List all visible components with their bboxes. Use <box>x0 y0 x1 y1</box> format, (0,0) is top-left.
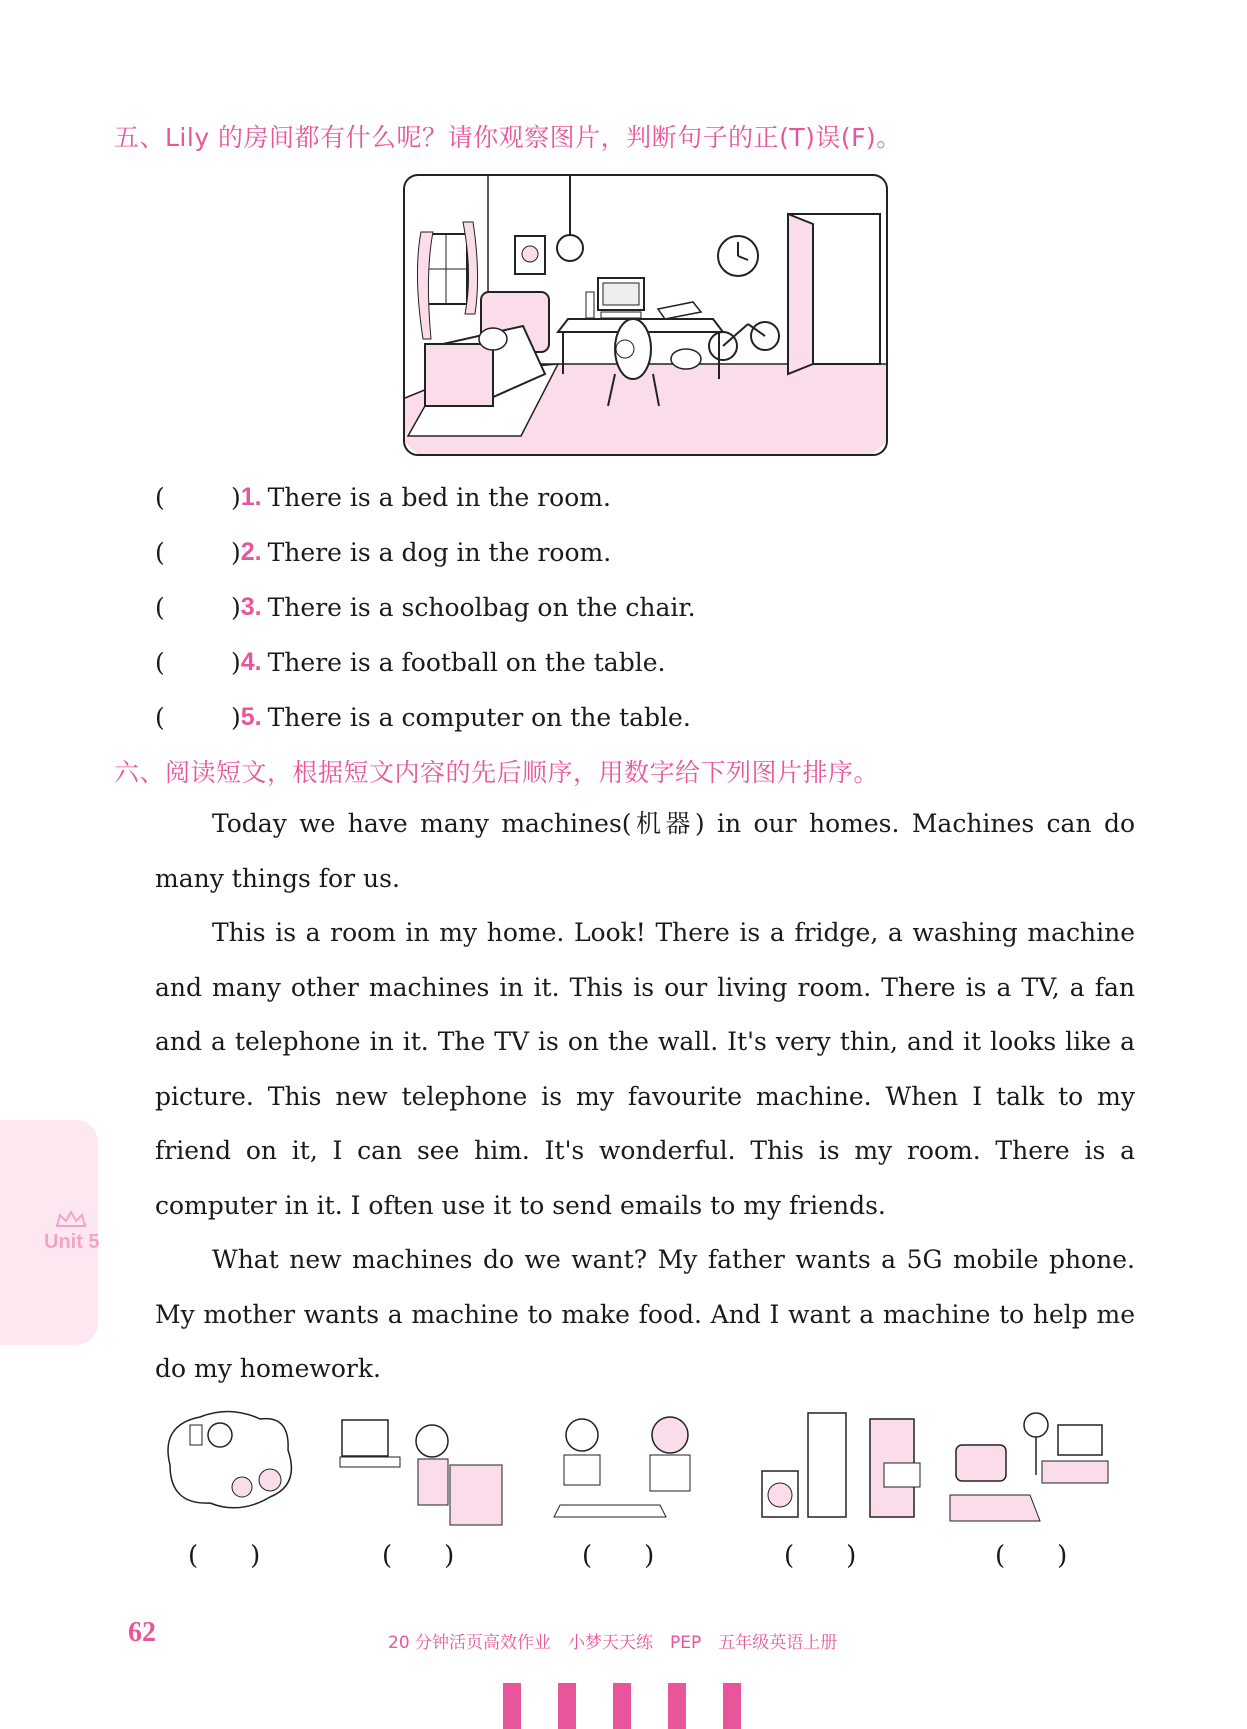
answer-paren-open: ( <box>155 593 165 622</box>
answer-paren-close: ) <box>231 538 241 567</box>
item-text: There is a bed in the room. <box>267 483 611 512</box>
page-number: 62 <box>128 1617 156 1648</box>
passage-paragraph-2: This is a room in my home. Look! There is a fridge, a washing machine and many other machines in it. This is our living room. There is a TV, a fan and a telephone in it. The TV is on the wall. It's very thin, and it looks like a picture. This new telephone is my favourite machine. When I talk to my friend on it, I can see him. It's wonderful. This is my room. There is a computer in it. I often use it to send emails to my friends. <box>155 918 1135 1220</box>
answer-paren-open: ( <box>155 648 165 677</box>
answer-paren-close: ) <box>231 593 241 622</box>
section-6-title: 六、阅读短文，根据短文内容的先后顺序，用数字给下列图片排序。 <box>114 758 880 787</box>
picture-dream-family <box>168 1411 291 1507</box>
tf-item-3 <box>155 593 696 622</box>
section-5-title: 五、Lily 的房间都有什么呢？请你观察图片，判断句子的正(T)误(F)。 <box>114 123 902 152</box>
unit-label: Unit 5 <box>44 1231 100 1253</box>
order-blank-5[interactable]: ( ) <box>995 1541 1068 1571</box>
footer-bar <box>668 1683 686 1729</box>
item-number: 1. <box>240 483 262 511</box>
footer-text: 20 分钟活页高效作业 小梦天天练 PEP 五年级英语上册 <box>388 1633 838 1653</box>
item-number: 4. <box>240 648 262 676</box>
item-text: There is a schoolbag on the chair. <box>267 593 696 622</box>
answer-paren-close: ) <box>231 703 241 732</box>
item-text: There is a football on the table. <box>267 648 666 677</box>
answer-paren-open: ( <box>155 703 165 732</box>
item-text: There is a computer on the table. <box>267 703 691 732</box>
footer-bar <box>503 1683 521 1729</box>
footer-bar <box>723 1683 741 1729</box>
crown-icon <box>54 1210 88 1230</box>
order-blank-3[interactable]: ( ) <box>582 1541 655 1571</box>
tf-item-5 <box>155 703 691 732</box>
item-number: 3. <box>240 593 262 621</box>
item-text: There is a dog in the room. <box>267 538 612 567</box>
room-illustration <box>403 174 888 456</box>
passage-paragraph-1: Today we have many machines(机器) in our homes. Machines can do many things for us. <box>155 809 1135 893</box>
answer-paren-open: ( <box>155 483 165 512</box>
tf-item-2 <box>155 538 611 567</box>
picture-boy-robot <box>554 1417 690 1517</box>
answer-paren-close: ) <box>231 483 241 512</box>
picture-boy-computer <box>340 1420 502 1525</box>
picture-appliances <box>762 1413 920 1517</box>
picture-living-room <box>950 1413 1108 1521</box>
reading-passage <box>155 797 1135 1397</box>
tf-item-1 <box>155 483 611 512</box>
item-number: 2. <box>240 538 262 566</box>
item-number: 5. <box>240 703 262 731</box>
answer-paren-open: ( <box>155 538 165 567</box>
order-blank-2[interactable]: ( ) <box>382 1541 455 1571</box>
order-blank-4[interactable]: ( ) <box>784 1541 857 1571</box>
tf-item-4 <box>155 648 665 677</box>
answer-paren-close: ) <box>231 648 241 677</box>
order-blank-1[interactable]: ( ) <box>188 1541 261 1571</box>
passage-paragraph-3: What new machines do we want? My father wants a 5G mobile phone. My mother wants a machine to make food. And I want a machine to help me do my homework. <box>155 1245 1135 1383</box>
footer-bar <box>558 1683 576 1729</box>
picture-row <box>160 1405 1140 1527</box>
footer-bar <box>613 1683 631 1729</box>
